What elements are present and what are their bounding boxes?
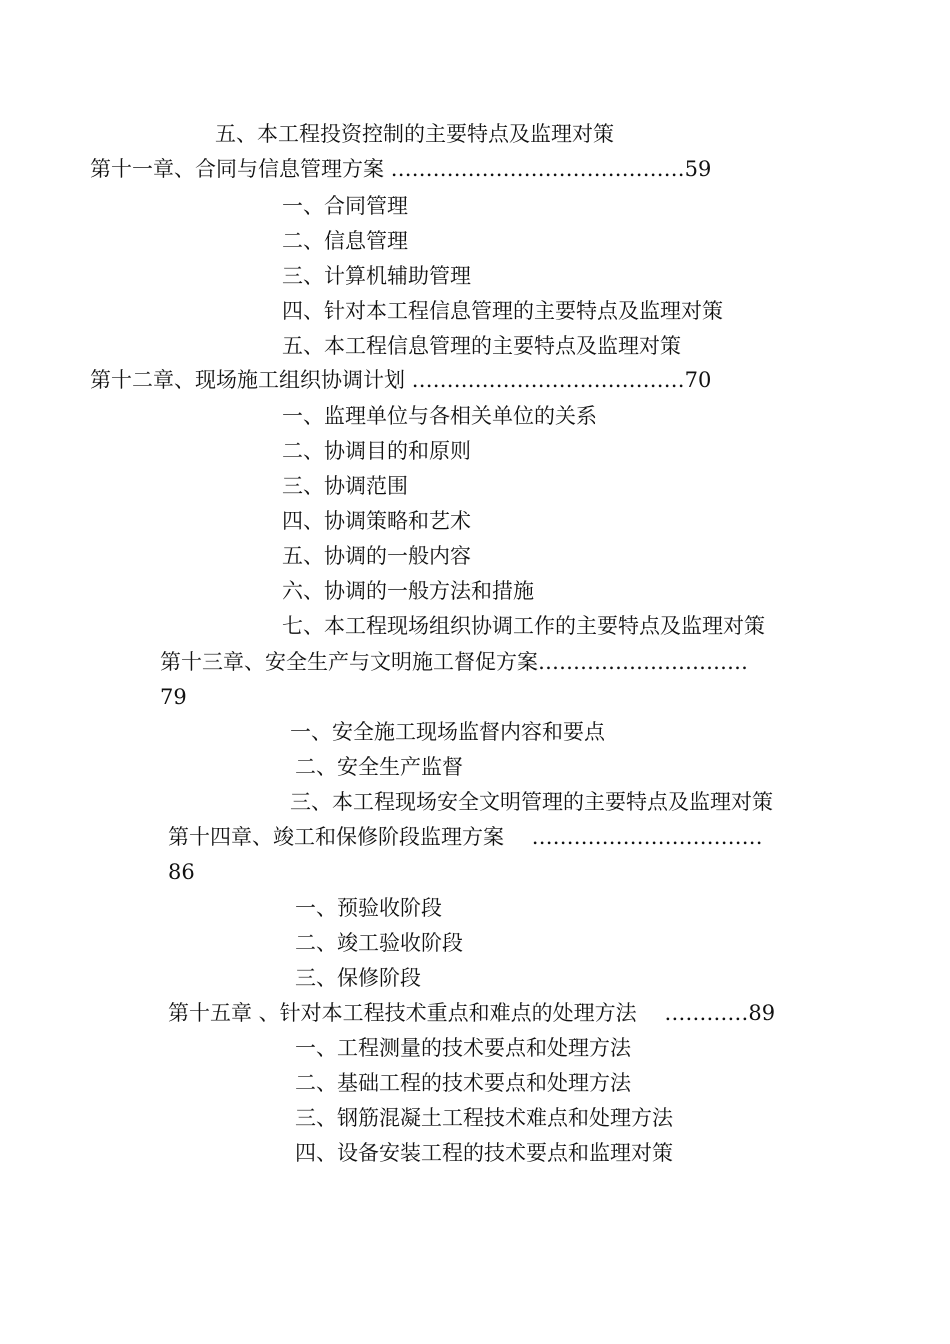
toc-item-ch15-2: 二、基础工程的技术要点和处理方法 bbox=[295, 1071, 631, 1095]
toc-item-ch12-1: 一、监理单位与各相关单位的关系 bbox=[282, 404, 597, 428]
toc-item-ch12-6: 六、协调的一般方法和措施 bbox=[282, 579, 534, 603]
toc-item-ch11-1: 一、合同管理 bbox=[282, 194, 408, 218]
toc-chapter-14: 第十四章、竣工和保修阶段监理方案 …………………………… bbox=[168, 825, 763, 849]
toc-item-ch12-4: 四、协调策略和艺术 bbox=[282, 509, 471, 533]
toc-chapter-15: 第十五章 、针对本工程技术重点和难点的处理方法 …………89 bbox=[168, 1001, 776, 1025]
toc-item-ch14-1: 一、预验收阶段 bbox=[295, 896, 442, 920]
toc-item-ch12-2: 二、协调目的和原则 bbox=[282, 439, 471, 463]
toc-item-ch12-7: 七、本工程现场组织协调工作的主要特点及监理对策 bbox=[282, 614, 765, 638]
toc-chapter-14-page: 86 bbox=[168, 860, 195, 884]
toc-item-ch14-2: 二、竣工验收阶段 bbox=[295, 931, 463, 955]
toc-chapter-13: 第十三章、安全生产与文明施工督促方案………………………… bbox=[160, 650, 748, 674]
toc-item-ch13-1: 一、安全施工现场监督内容和要点 bbox=[290, 720, 605, 744]
toc-chapter-12: 第十二章、现场施工组织协调计划 …………………………………70 bbox=[90, 368, 712, 392]
toc-item-ch13-2: 二、安全生产监督 bbox=[295, 755, 463, 779]
toc-item-ch11-2: 二、信息管理 bbox=[282, 229, 408, 253]
toc-item-ch12-5: 五、协调的一般内容 bbox=[282, 544, 471, 568]
toc-item-ch15-1: 一、工程测量的技术要点和处理方法 bbox=[295, 1036, 631, 1060]
toc-chapter-13-page: 79 bbox=[160, 685, 187, 709]
toc-chapter-11: 第十一章、合同与信息管理方案 ……………………………………59 bbox=[90, 157, 712, 181]
toc-item-ch11-5: 五、本工程信息管理的主要特点及监理对策 bbox=[282, 334, 681, 358]
toc-item-ch14-3: 三、保修阶段 bbox=[295, 966, 421, 990]
toc-item-ch12-3: 三、协调范围 bbox=[282, 474, 408, 498]
toc-item-ch13-3: 三、本工程现场安全文明管理的主要特点及监理对策 bbox=[290, 790, 773, 814]
toc-item-ch11-4: 四、针对本工程信息管理的主要特点及监理对策 bbox=[282, 299, 723, 323]
toc-item-ch11-3: 三、计算机辅助管理 bbox=[282, 264, 471, 288]
toc-item-ch15-3: 三、钢筋混凝土工程技术难点和处理方法 bbox=[295, 1106, 673, 1130]
toc-item-ch15-4: 四、设备安装工程的技术要点和监理对策 bbox=[295, 1141, 673, 1165]
toc-item-ch10-5: 五、本工程投资控制的主要特点及监理对策 bbox=[215, 122, 614, 146]
